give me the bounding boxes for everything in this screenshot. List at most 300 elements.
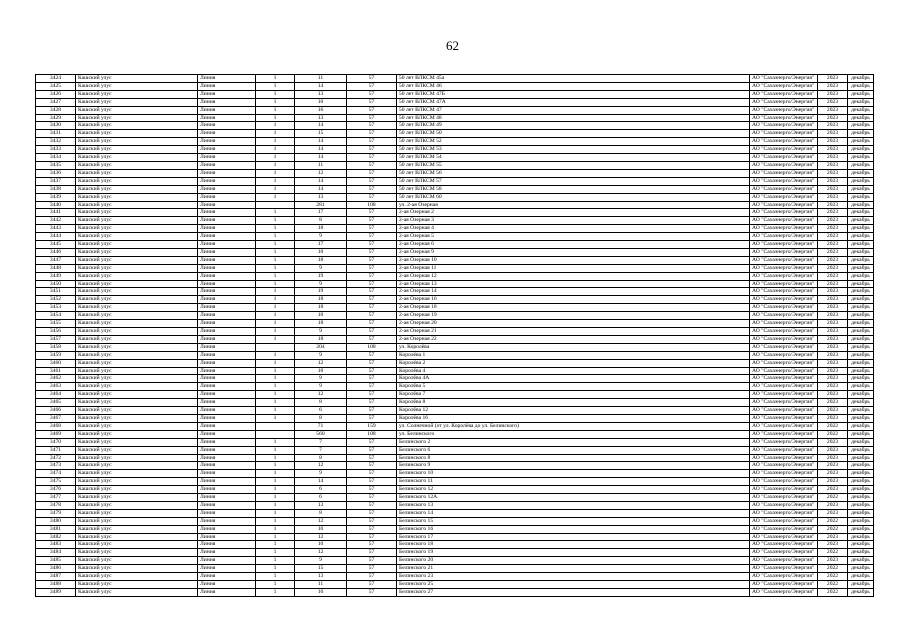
section-cell: 57 xyxy=(347,509,397,517)
organization-cell: АО "Сахаэнерго/Энергия" xyxy=(750,383,818,391)
object-type-cell: Линия xyxy=(198,470,256,478)
section-cell: 108 xyxy=(347,430,397,438)
table-row xyxy=(36,304,874,312)
year-cell: 2022 xyxy=(818,525,848,533)
length-cell: 12 xyxy=(295,517,347,525)
month-cell: декабрь xyxy=(848,581,874,589)
length-cell: 6 xyxy=(295,407,347,415)
line-count-cell: 1 xyxy=(256,130,295,138)
table-row xyxy=(36,557,874,565)
organization-cell: АО "Сахаэнерго/Энергия" xyxy=(750,351,818,359)
row-number-cell: 3431 xyxy=(36,130,76,138)
object-type-cell: Линия xyxy=(198,296,256,304)
table-row xyxy=(36,114,874,122)
address-cell: Белинского 18 xyxy=(397,541,750,549)
line-count-cell: 1 xyxy=(256,193,295,201)
month-cell: декабрь xyxy=(848,494,874,502)
object-type-cell: Линия xyxy=(198,256,256,264)
organization-cell: АО "Сахаэнерго/Энергия" xyxy=(750,209,818,217)
section-cell: 57 xyxy=(347,138,397,146)
length-cell: 9 xyxy=(295,328,347,336)
address-cell: ул. Королёва xyxy=(397,343,750,351)
object-type-cell: Линия xyxy=(198,407,256,415)
length-cell: 8 xyxy=(295,414,347,422)
object-type-cell: Линия xyxy=(198,288,256,296)
district-cell: Кашский улус xyxy=(76,343,198,351)
length-cell: 8 xyxy=(295,399,347,407)
organization-cell: АО "Сахаэнерго/Энергия" xyxy=(750,462,818,470)
address-cell: 2-ая Озерная 16 xyxy=(397,296,750,304)
section-cell: 57 xyxy=(347,588,397,596)
row-number-cell: 3476 xyxy=(36,486,76,494)
object-type-cell: Линия xyxy=(198,430,256,438)
row-number-cell: 3427 xyxy=(36,98,76,106)
length-cell: 18 xyxy=(295,225,347,233)
row-number-cell: 3462 xyxy=(36,375,76,383)
district-cell: Кашский улус xyxy=(76,588,198,596)
section-cell: 57 xyxy=(347,177,397,185)
year-cell: 2023 xyxy=(818,407,848,415)
month-cell: декабрь xyxy=(848,422,874,430)
address-cell: 2-ая Озерная 13 xyxy=(397,280,750,288)
length-cell: 17 xyxy=(295,241,347,249)
address-cell: 50 лет ВЛКСМ 48 xyxy=(397,114,750,122)
month-cell: декабрь xyxy=(848,407,874,415)
month-cell: декабрь xyxy=(848,486,874,494)
line-count-cell: 1 xyxy=(256,549,295,557)
year-cell: 2023 xyxy=(818,280,848,288)
line-count-cell: 1 xyxy=(256,533,295,541)
organization-cell: АО "Сахаэнерго/Энергия" xyxy=(750,130,818,138)
address-cell: Белинского 12 xyxy=(397,486,750,494)
row-number-cell: 3471 xyxy=(36,446,76,454)
address-cell: ул. 2-ая Озерная xyxy=(397,201,750,209)
year-cell: 2023 xyxy=(818,478,848,486)
table-row xyxy=(36,90,874,98)
row-number-cell: 3455 xyxy=(36,320,76,328)
section-cell: 57 xyxy=(347,446,397,454)
section-cell: 57 xyxy=(347,391,397,399)
line-count-cell: 1 xyxy=(256,414,295,422)
length-cell: 11 xyxy=(295,75,347,83)
section-cell: 108 xyxy=(347,201,397,209)
month-cell: декабрь xyxy=(848,169,874,177)
row-number-cell: 3481 xyxy=(36,525,76,533)
line-count-cell: 1 xyxy=(256,154,295,162)
organization-cell: АО "Сахаэнерго/Энергия" xyxy=(750,304,818,312)
district-cell: Кашский улус xyxy=(76,383,198,391)
month-cell: декабрь xyxy=(848,351,874,359)
table-row xyxy=(36,138,874,146)
table-row xyxy=(36,422,874,430)
table-row xyxy=(36,177,874,185)
organization-cell: АО "Сахаэнерго/Энергия" xyxy=(750,533,818,541)
table-row xyxy=(36,169,874,177)
row-number-cell: 3478 xyxy=(36,501,76,509)
district-cell: Кашский улус xyxy=(76,217,198,225)
address-cell: 50 лет ВЛКСМ 49 xyxy=(397,122,750,130)
section-cell: 57 xyxy=(347,320,397,328)
table-row xyxy=(36,256,874,264)
address-cell: Белинского 6 xyxy=(397,446,750,454)
organization-cell: АО "Сахаэнерго/Энергия" xyxy=(750,438,818,446)
address-cell: 2-ая Озерная 2 xyxy=(397,209,750,217)
organization-cell: АО "Сахаэнерго/Энергия" xyxy=(750,146,818,154)
organization-cell: АО "Сахаэнерго/Энергия" xyxy=(750,193,818,201)
table-row xyxy=(36,280,874,288)
table-row xyxy=(36,533,874,541)
address-cell: 50 лет ВЛКСМ 47 xyxy=(397,106,750,114)
object-type-cell: Линия xyxy=(198,509,256,517)
year-cell: 2022 xyxy=(818,588,848,596)
month-cell: декабрь xyxy=(848,280,874,288)
address-cell: 50 лет ВЛКСМ 52 xyxy=(397,138,750,146)
length-cell: 204 xyxy=(295,343,347,351)
line-count-cell: 1 xyxy=(256,256,295,264)
length-cell: 11 xyxy=(295,581,347,589)
address-cell: Королёва 8 xyxy=(397,399,750,407)
row-number-cell: 3438 xyxy=(36,185,76,193)
section-cell: 57 xyxy=(347,383,397,391)
row-number-cell: 3483 xyxy=(36,541,76,549)
table-row xyxy=(36,272,874,280)
address-cell: Белинского 2 xyxy=(397,438,750,446)
table-row xyxy=(36,201,874,209)
address-cell: 50 лет ВЛКСМ 60 xyxy=(397,193,750,201)
year-cell: 2023 xyxy=(818,264,848,272)
length-cell: 14 xyxy=(295,154,347,162)
district-cell: Кашский улус xyxy=(76,75,198,83)
line-count-cell: 1 xyxy=(256,280,295,288)
length-cell: 71 xyxy=(295,422,347,430)
line-count-cell: 1 xyxy=(256,320,295,328)
line-count-cell: 1 xyxy=(256,217,295,225)
length-cell: 10 xyxy=(295,541,347,549)
year-cell: 2023 xyxy=(818,399,848,407)
district-cell: Кашский улус xyxy=(76,233,198,241)
year-cell: 2023 xyxy=(818,201,848,209)
year-cell: 2022 xyxy=(818,430,848,438)
line-count-cell: 1 xyxy=(256,359,295,367)
table-row xyxy=(36,296,874,304)
year-cell: 2023 xyxy=(818,462,848,470)
section-cell: 57 xyxy=(347,399,397,407)
address-cell: Королёва 1 xyxy=(397,351,750,359)
organization-cell: АО "Сахаэнерго/Энергия" xyxy=(750,486,818,494)
district-cell: Кашский улус xyxy=(76,517,198,525)
length-cell: 9 xyxy=(295,375,347,383)
year-cell: 2023 xyxy=(818,509,848,517)
month-cell: декабрь xyxy=(848,328,874,336)
length-cell: 10 xyxy=(295,588,347,596)
object-type-cell: Линия xyxy=(198,312,256,320)
year-cell: 2023 xyxy=(818,106,848,114)
length-cell: 7 xyxy=(295,446,347,454)
table-row xyxy=(36,383,874,391)
table-row xyxy=(36,161,874,169)
address-cell: Белинского 8 xyxy=(397,454,750,462)
year-cell: 2023 xyxy=(818,351,848,359)
year-cell: 2023 xyxy=(818,209,848,217)
organization-cell: АО "Сахаэнерго/Энергия" xyxy=(750,169,818,177)
organization-cell: АО "Сахаэнерго/Энергия" xyxy=(750,320,818,328)
line-count-cell: 1 xyxy=(256,288,295,296)
organization-cell: АО "Сахаэнерго/Энергия" xyxy=(750,478,818,486)
address-cell: 50 лет ВЛКСМ 57 xyxy=(397,177,750,185)
address-cell: Белинского 13 xyxy=(397,501,750,509)
month-cell: декабрь xyxy=(848,509,874,517)
section-cell: 159 xyxy=(347,422,397,430)
address-cell: 50 лет ВЛКСМ 53 xyxy=(397,146,750,154)
object-type-cell: Линия xyxy=(198,343,256,351)
table-row xyxy=(36,541,874,549)
section-cell: 57 xyxy=(347,438,397,446)
month-cell: декабрь xyxy=(848,470,874,478)
year-cell: 2023 xyxy=(818,446,848,454)
month-cell: декабрь xyxy=(848,446,874,454)
object-type-cell: Линия xyxy=(198,399,256,407)
object-type-cell: Линия xyxy=(198,75,256,83)
row-number-cell: 3447 xyxy=(36,256,76,264)
district-cell: Кашский улус xyxy=(76,154,198,162)
length-cell: 10 xyxy=(295,525,347,533)
month-cell: декабрь xyxy=(848,343,874,351)
district-cell: Кашский улус xyxy=(76,272,198,280)
table-row xyxy=(36,375,874,383)
month-cell: декабрь xyxy=(848,533,874,541)
district-cell: Кашский улус xyxy=(76,106,198,114)
year-cell: 2023 xyxy=(818,375,848,383)
section-cell: 57 xyxy=(347,525,397,533)
object-type-cell: Линия xyxy=(198,414,256,422)
object-type-cell: Линия xyxy=(198,185,256,193)
organization-cell: АО "Сахаэнерго/Энергия" xyxy=(750,75,818,83)
month-cell: декабрь xyxy=(848,478,874,486)
table-row xyxy=(36,146,874,154)
district-cell: Кашский улус xyxy=(76,573,198,581)
object-type-cell: Линия xyxy=(198,241,256,249)
object-type-cell: Линия xyxy=(198,533,256,541)
address-cell: ул. Белинского xyxy=(397,430,750,438)
organization-cell: АО "Сахаэнерго/Энергия" xyxy=(750,375,818,383)
month-cell: декабрь xyxy=(848,122,874,130)
year-cell: 2022 xyxy=(818,517,848,525)
line-count-cell: 1 xyxy=(256,90,295,98)
line-count-cell xyxy=(256,430,295,438)
organization-cell: АО "Сахаэнерго/Энергия" xyxy=(750,296,818,304)
row-number-cell: 3443 xyxy=(36,225,76,233)
section-cell: 57 xyxy=(347,494,397,502)
object-type-cell: Линия xyxy=(198,581,256,589)
district-cell: Кашский улус xyxy=(76,335,198,343)
register-table-body xyxy=(36,75,874,597)
district-cell: Кашский улус xyxy=(76,359,198,367)
address-cell: 50 лет ВЛКСМ 56 xyxy=(397,169,750,177)
address-cell: 50 лет ВЛКСМ 50 xyxy=(397,130,750,138)
line-count-cell: 1 xyxy=(256,161,295,169)
month-cell: декабрь xyxy=(848,296,874,304)
line-count-cell: 1 xyxy=(256,351,295,359)
row-number-cell: 3425 xyxy=(36,82,76,90)
district-cell: Кашский улус xyxy=(76,90,198,98)
month-cell: декабрь xyxy=(848,201,874,209)
year-cell: 2023 xyxy=(818,233,848,241)
address-cell: Королёва 16 xyxy=(397,414,750,422)
section-cell: 57 xyxy=(347,169,397,177)
organization-cell: АО "Сахаэнерго/Энергия" xyxy=(750,557,818,565)
district-cell: Кашский улус xyxy=(76,146,198,154)
object-type-cell: Линия xyxy=(198,248,256,256)
year-cell: 2023 xyxy=(818,288,848,296)
line-count-cell: 1 xyxy=(256,383,295,391)
table-row xyxy=(36,588,874,596)
district-cell: Кашский улус xyxy=(76,320,198,328)
line-count-cell: 1 xyxy=(256,541,295,549)
month-cell: декабрь xyxy=(848,146,874,154)
row-number-cell: 3454 xyxy=(36,312,76,320)
organization-cell: АО "Сахаэнерго/Энергия" xyxy=(750,98,818,106)
month-cell: декабрь xyxy=(848,114,874,122)
length-cell: 12 xyxy=(295,549,347,557)
object-type-cell: Линия xyxy=(198,486,256,494)
address-cell: 2-ая Озерная 6 xyxy=(397,241,750,249)
section-cell: 57 xyxy=(347,557,397,565)
year-cell: 2023 xyxy=(818,470,848,478)
month-cell: декабрь xyxy=(848,185,874,193)
month-cell: декабрь xyxy=(848,541,874,549)
year-cell: 2023 xyxy=(818,486,848,494)
year-cell: 2023 xyxy=(818,367,848,375)
district-cell: Кашский улус xyxy=(76,185,198,193)
object-type-cell: Линия xyxy=(198,98,256,106)
line-count-cell: 1 xyxy=(256,272,295,280)
month-cell: декабрь xyxy=(848,414,874,422)
line-count-cell: 1 xyxy=(256,106,295,114)
line-count-cell: 1 xyxy=(256,209,295,217)
object-type-cell: Линия xyxy=(198,90,256,98)
table-row xyxy=(36,217,874,225)
table-row xyxy=(36,517,874,525)
length-cell: 9 xyxy=(295,470,347,478)
row-number-cell: 3452 xyxy=(36,296,76,304)
line-count-cell: 1 xyxy=(256,557,295,565)
object-type-cell: Линия xyxy=(198,501,256,509)
section-cell: 57 xyxy=(347,217,397,225)
row-number-cell: 3450 xyxy=(36,280,76,288)
line-count-cell: 1 xyxy=(256,328,295,336)
length-cell: 13 xyxy=(295,193,347,201)
section-cell: 57 xyxy=(347,501,397,509)
line-count-cell: 1 xyxy=(256,264,295,272)
district-cell: Кашский улус xyxy=(76,280,198,288)
object-type-cell: Линия xyxy=(198,494,256,502)
row-number-cell: 3433 xyxy=(36,146,76,154)
section-cell: 57 xyxy=(347,359,397,367)
length-cell: 11 xyxy=(295,161,347,169)
section-cell: 57 xyxy=(347,414,397,422)
address-cell: Королёва 12 xyxy=(397,407,750,415)
length-cell: 7 xyxy=(295,438,347,446)
object-type-cell: Линия xyxy=(198,138,256,146)
line-count-cell: 1 xyxy=(256,478,295,486)
length-cell: 8 xyxy=(295,454,347,462)
district-cell: Кашский улус xyxy=(76,241,198,249)
object-type-cell: Линия xyxy=(198,169,256,177)
address-cell: Белинского 20 xyxy=(397,557,750,565)
district-cell: Кашский улус xyxy=(76,541,198,549)
organization-cell: АО "Сахаэнерго/Энергия" xyxy=(750,138,818,146)
object-type-cell: Линия xyxy=(198,383,256,391)
line-count-cell: 1 xyxy=(256,573,295,581)
row-number-cell: 3470 xyxy=(36,438,76,446)
row-number-cell: 3485 xyxy=(36,557,76,565)
organization-cell: АО "Сахаэнерго/Энергия" xyxy=(750,541,818,549)
year-cell: 2023 xyxy=(818,501,848,509)
line-count-cell: 1 xyxy=(256,501,295,509)
section-cell: 57 xyxy=(347,565,397,573)
year-cell: 2023 xyxy=(818,438,848,446)
organization-cell: АО "Сахаэнерго/Энергия" xyxy=(750,430,818,438)
table-row xyxy=(36,264,874,272)
section-cell: 57 xyxy=(347,106,397,114)
year-cell: 2023 xyxy=(818,130,848,138)
district-cell: Кашский улус xyxy=(76,367,198,375)
line-count-cell xyxy=(256,343,295,351)
section-cell: 57 xyxy=(347,541,397,549)
month-cell: декабрь xyxy=(848,98,874,106)
year-cell: 2023 xyxy=(818,217,848,225)
section-cell: 57 xyxy=(347,98,397,106)
section-cell: 57 xyxy=(347,478,397,486)
district-cell: Кашский улус xyxy=(76,422,198,430)
length-cell: 10 xyxy=(295,98,347,106)
year-cell: 2023 xyxy=(818,161,848,169)
table-row xyxy=(36,225,874,233)
organization-cell: АО "Сахаэнерго/Энергия" xyxy=(750,454,818,462)
section-cell: 57 xyxy=(347,486,397,494)
table-row xyxy=(36,82,874,90)
year-cell: 2023 xyxy=(818,146,848,154)
month-cell: декабрь xyxy=(848,193,874,201)
row-number-cell: 3460 xyxy=(36,359,76,367)
line-count-cell: 1 xyxy=(256,296,295,304)
table-row xyxy=(36,351,874,359)
row-number-cell: 3474 xyxy=(36,470,76,478)
page-number: 62 xyxy=(446,38,459,53)
line-count-cell: 1 xyxy=(256,581,295,589)
row-number-cell: 3444 xyxy=(36,233,76,241)
organization-cell: АО "Сахаэнерго/Энергия" xyxy=(750,185,818,193)
month-cell: декабрь xyxy=(848,217,874,225)
line-count-cell: 1 xyxy=(256,233,295,241)
year-cell: 2023 xyxy=(818,383,848,391)
row-number-cell: 3467 xyxy=(36,414,76,422)
table-row xyxy=(36,470,874,478)
line-count-cell: 1 xyxy=(256,470,295,478)
row-number-cell: 3432 xyxy=(36,138,76,146)
length-cell: 12 xyxy=(295,169,347,177)
length-cell: 19 xyxy=(295,288,347,296)
district-cell: Кашский улус xyxy=(76,509,198,517)
organization-cell: АО "Сахаэнерго/Энергия" xyxy=(750,517,818,525)
district-cell: Кашский улус xyxy=(76,525,198,533)
line-count-cell: 1 xyxy=(256,391,295,399)
month-cell: декабрь xyxy=(848,430,874,438)
organization-cell: АО "Сахаэнерго/Энергия" xyxy=(750,82,818,90)
year-cell: 2023 xyxy=(818,533,848,541)
row-number-cell: 3463 xyxy=(36,383,76,391)
month-cell: декабрь xyxy=(848,130,874,138)
